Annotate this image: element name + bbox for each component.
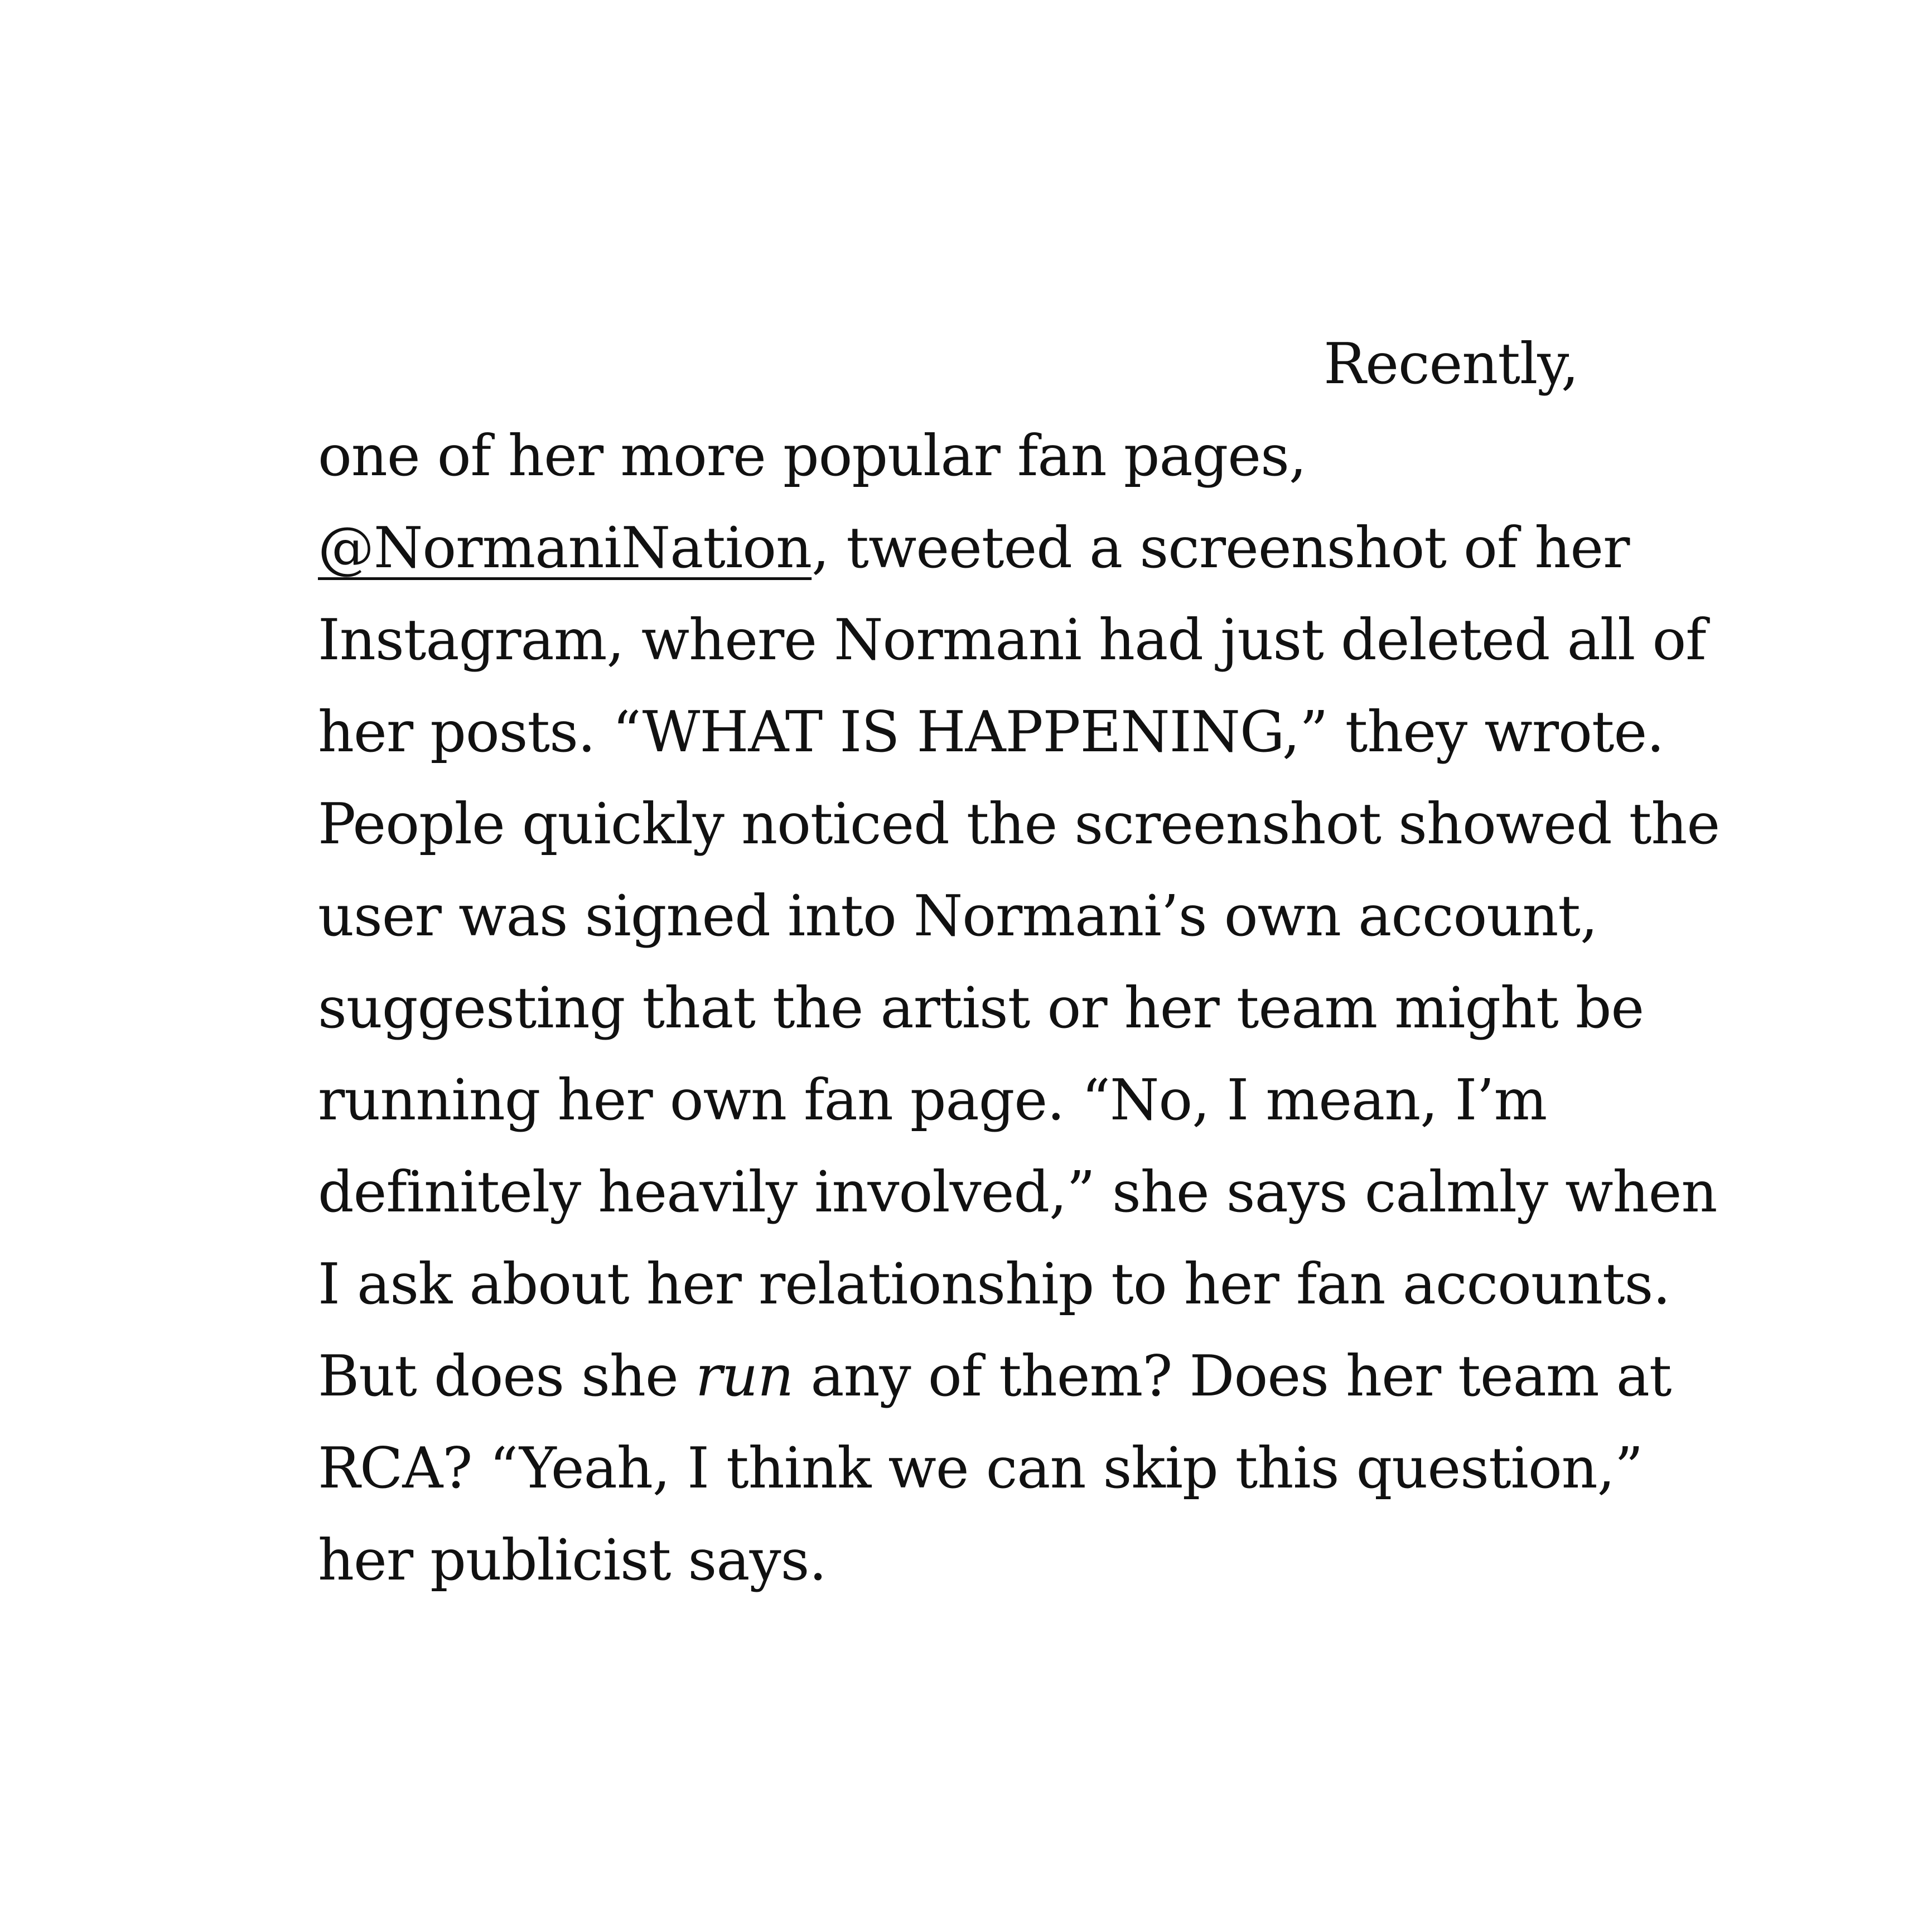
paragraph-line: I ask about her relationship to her fan accounts. xyxy=(318,1251,1670,1317)
paragraph-line: Instagram, where Normani had just deleted all of xyxy=(318,607,1706,673)
paragraph-line: user was signed into Normani’s own account, xyxy=(318,883,1598,949)
paragraph-line: her posts. “WHAT IS HAPPENING,” they wrote. xyxy=(318,699,1664,765)
paragraph-text: But does she xyxy=(318,1343,695,1409)
paragraph-text: any of them? Does her team at xyxy=(793,1343,1672,1409)
paragraph-line: definitely heavily involved,” she says calmly when xyxy=(318,1159,1717,1225)
normanination-link[interactable]: @NormaniNation xyxy=(318,515,812,581)
paragraph-line: RCA? “Yeah, I think we can skip this question,” xyxy=(318,1435,1643,1501)
paragraph-line: one of her more popular fan pages, xyxy=(318,423,1307,489)
paragraph-line: suggesting that the artist or her team might be xyxy=(318,975,1644,1041)
paragraph-line: running her own fan page. “No, I mean, I’m xyxy=(318,1067,1547,1133)
emphasized-word: run xyxy=(695,1343,794,1409)
paragraph-line: People quickly noticed the screenshot showed the xyxy=(318,791,1720,857)
paragraph-line xyxy=(318,1330,1672,1422)
paragraph-line: her publicist says. xyxy=(318,1527,827,1593)
paragraph-line xyxy=(318,502,1645,594)
paragraph-line: Recently, xyxy=(1324,331,1578,397)
article-paragraph xyxy=(318,318,1720,1606)
paragraph-text: , tweeted a screenshot of her xyxy=(812,515,1630,581)
